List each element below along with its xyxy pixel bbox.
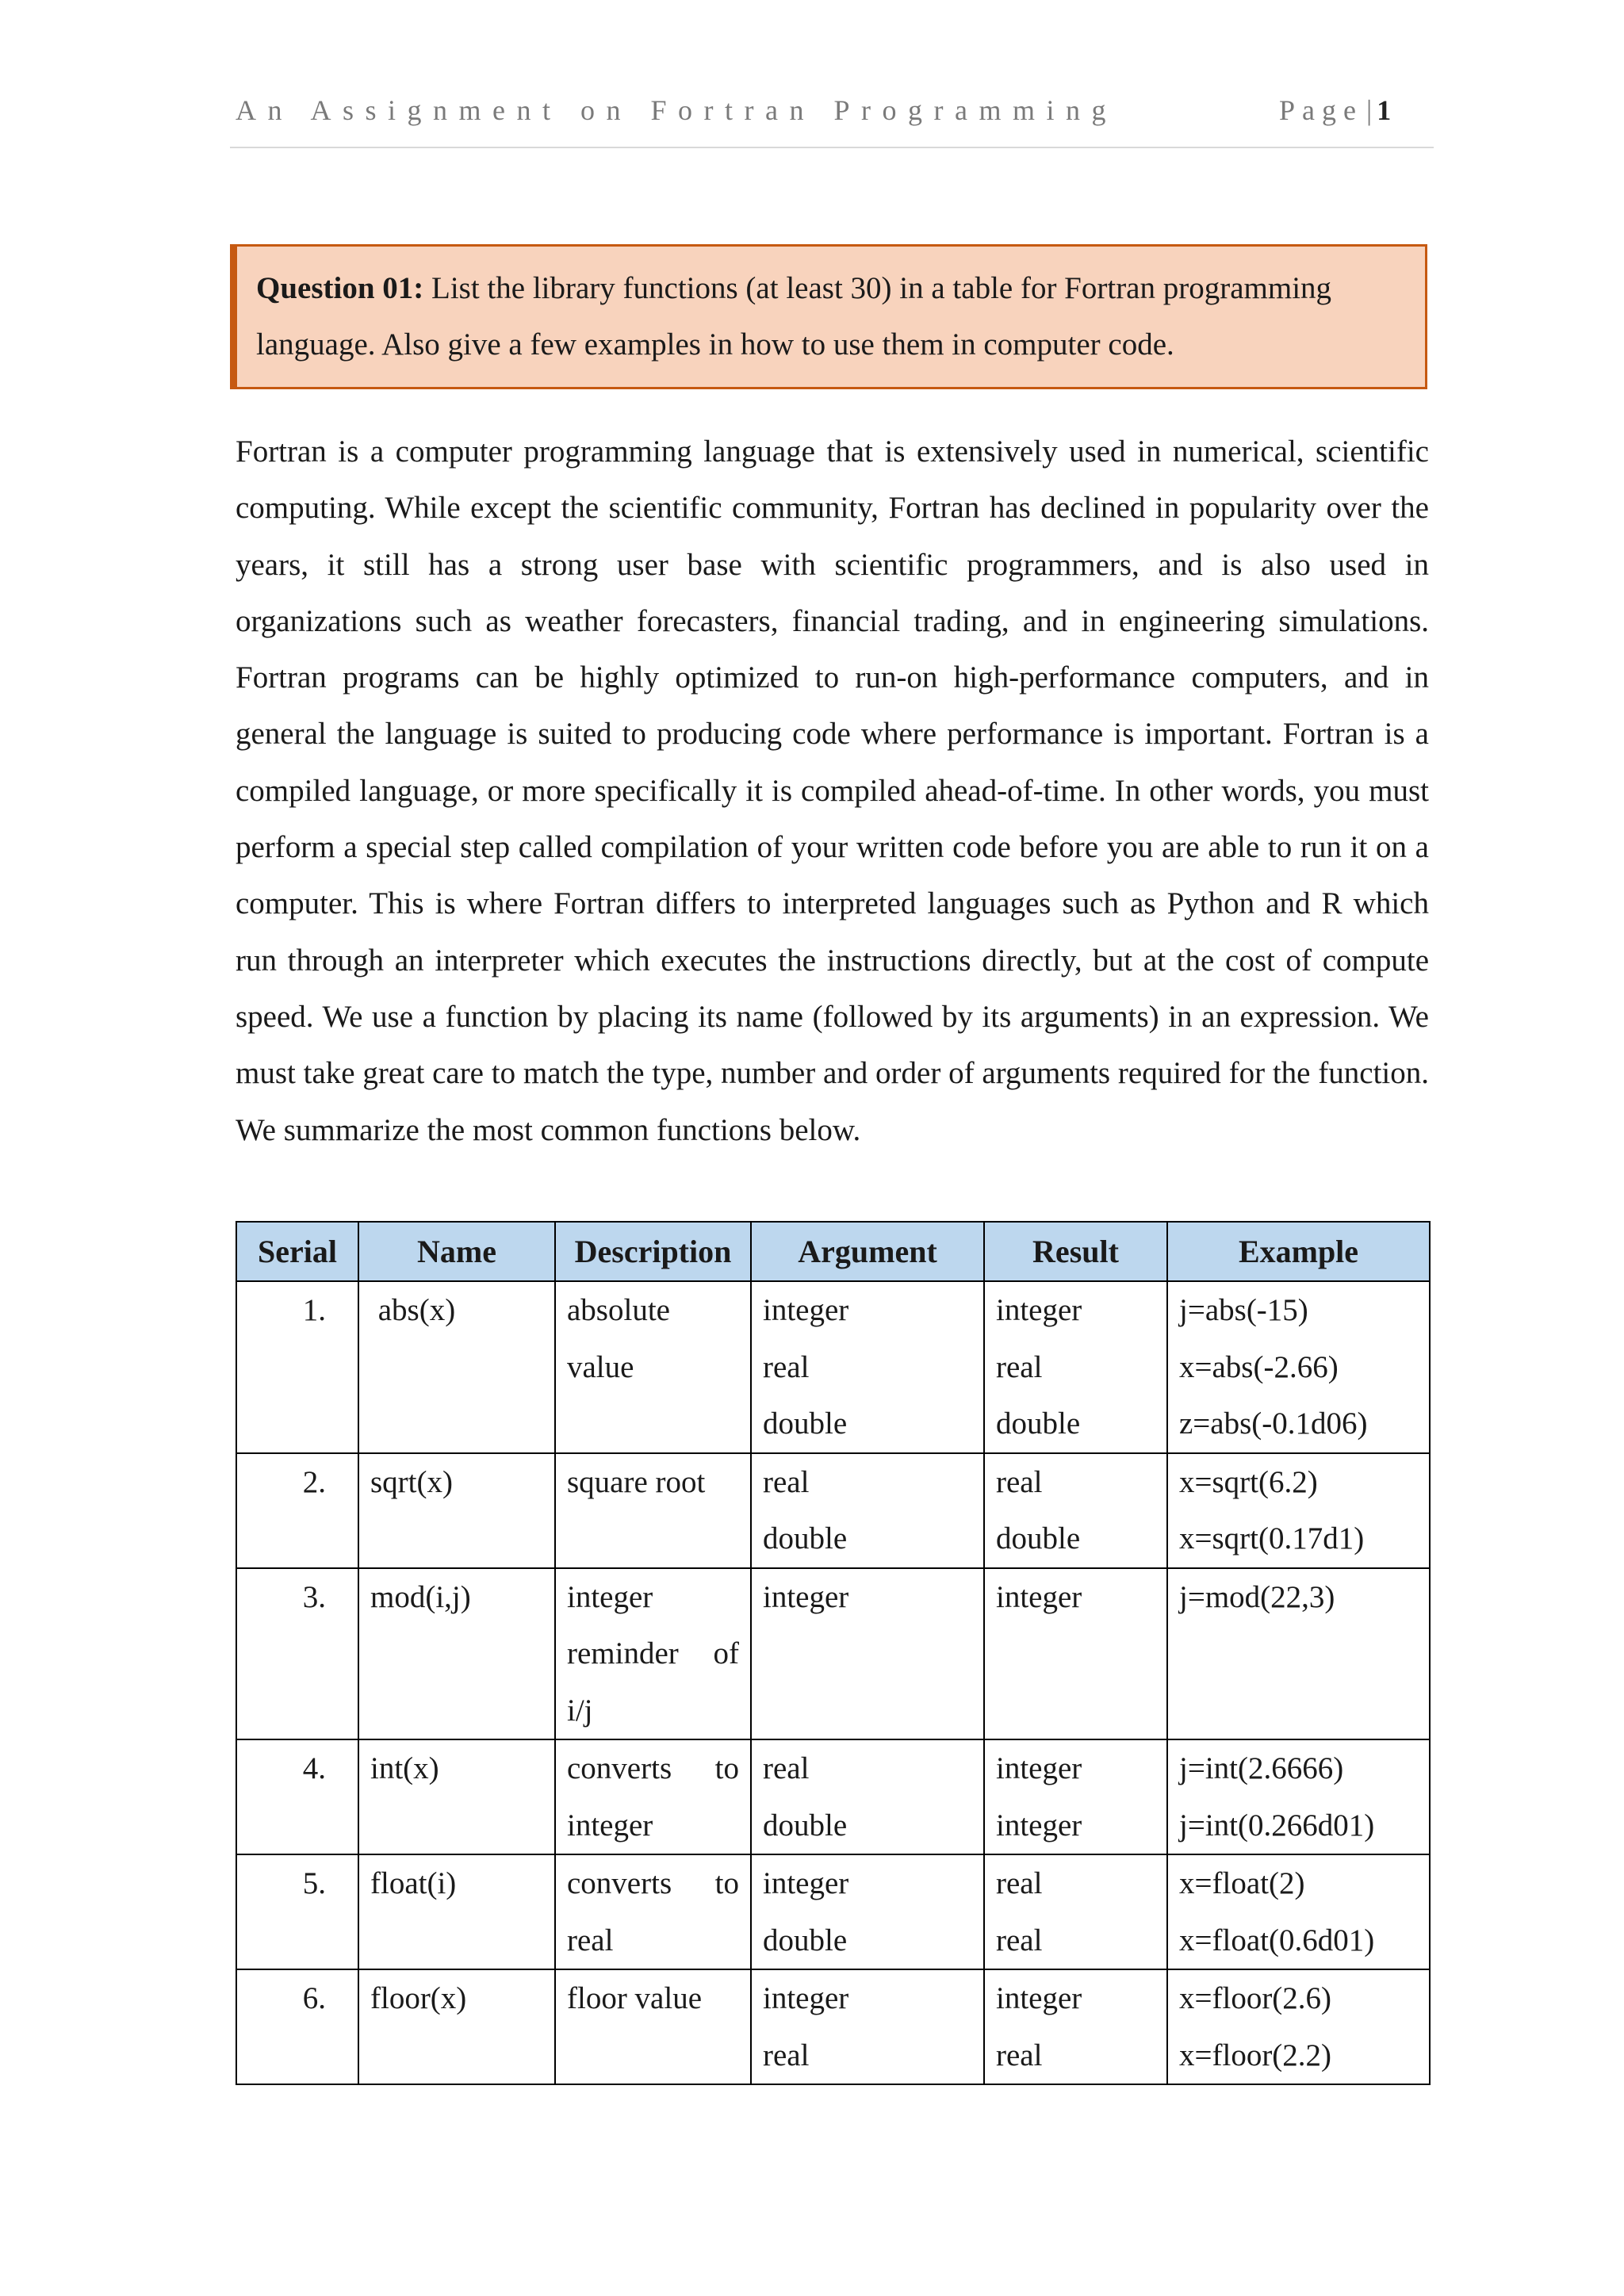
result-line: integer	[996, 1751, 1082, 1785]
example-line: x=sqrt(0.17d1)	[1179, 1521, 1365, 1556]
cell-description: converts to integer	[555, 1739, 751, 1854]
running-header-title: An Assignment on Fortran Programming	[236, 94, 1117, 126]
table-row	[236, 1568, 1430, 1740]
page-indicator	[1279, 94, 1391, 127]
cell-argument	[751, 1969, 984, 2084]
result-line: integer	[996, 1981, 1082, 2015]
result-line: integer	[996, 1808, 1082, 1843]
header-argument: Argument	[751, 1222, 984, 1281]
cell-name: floor(x)	[358, 1969, 555, 2084]
cell-name: int(x)	[358, 1739, 555, 1854]
argument-line: double	[763, 1406, 848, 1441]
header-divider	[230, 147, 1434, 148]
result-line: integer	[996, 1579, 1082, 1614]
cell-serial: 5.	[236, 1854, 358, 1969]
argument-line: integer	[763, 1293, 849, 1327]
table-body	[236, 1281, 1430, 2084]
cell-serial: 2.	[236, 1453, 358, 1568]
header-description: Description	[555, 1222, 751, 1281]
argument-line: integer	[763, 1579, 849, 1614]
result-line: real	[996, 1349, 1043, 1384]
result-line: real	[996, 1923, 1043, 1957]
cell-name: sqrt(x)	[358, 1453, 555, 1568]
table-row	[236, 1969, 1430, 2084]
cell-argument	[751, 1568, 984, 1740]
cell-description: integer reminder of i/j	[555, 1568, 751, 1740]
question-label: Question 01:	[256, 271, 424, 305]
example-line: x=floor(2.6)	[1179, 1981, 1332, 2015]
cell-result	[984, 1281, 1167, 1453]
example-line: x=float(0.6d01)	[1179, 1923, 1375, 1957]
cell-description: converts to real	[555, 1854, 751, 1969]
cell-serial: 4.	[236, 1739, 358, 1854]
example-line: j=mod(22,3)	[1179, 1579, 1335, 1614]
cell-argument	[751, 1854, 984, 1969]
result-line: real	[996, 2038, 1043, 2072]
intro-paragraph: Fortran is a computer programming language that is extensively used in numerical, scientific computing. While except the scientific community, Fortran has declined in popularity over the years, it still has a strong user base with scientific programmers, and is also used in organizations such as weather forecasters, financial trading, and in engineering simulations. Fortran programs can be highly optimized to run-on high-performance computers, and in general the language is suited to producing code where performance is important. Fortran is a compiled language, or more specifically it is compiled ahead-of-time. In other words, you must perform a special step called compilation of your written code before you are able to run it on a computer. This is where Fortran differs to interpreted languages such as Python and R which run through an interpreter which executes the instructions directly, but at the cost of compute speed. We use a function by placing its name (followed by its arguments) in an expression. We must take great care to match the type, number and order of arguments required for the function. We summarize the most common functions below.	[236, 434, 1429, 1147]
cell-argument	[751, 1453, 984, 1568]
cell-example	[1167, 1453, 1430, 1568]
argument-line: real	[763, 1751, 810, 1785]
cell-serial: 3.	[236, 1568, 358, 1740]
table-row	[236, 1281, 1430, 1453]
cell-argument	[751, 1739, 984, 1854]
table-row	[236, 1453, 1430, 1568]
argument-line: integer	[763, 1981, 849, 2015]
argument-line: integer	[763, 1866, 849, 1900]
cell-description: floor value	[555, 1969, 751, 2084]
header-serial: Serial	[236, 1222, 358, 1281]
example-line: j=int(0.266d01)	[1179, 1808, 1375, 1843]
question-box	[230, 244, 1427, 389]
cell-description: absolute value	[555, 1281, 751, 1453]
result-line: real	[996, 1866, 1043, 1900]
cell-result	[984, 1568, 1167, 1740]
argument-line: real	[763, 2038, 810, 2072]
cell-name: mod(i,j)	[358, 1568, 555, 1740]
header-name: Name	[358, 1222, 555, 1281]
header-example: Example	[1167, 1222, 1430, 1281]
example-line: j=abs(-15)	[1179, 1293, 1308, 1327]
cell-name: abs(x)	[358, 1281, 555, 1453]
cell-example	[1167, 1969, 1430, 2084]
page-label: Page	[1279, 94, 1363, 126]
question-text: List the library functions (at least 30) in a table for Fortran programming language. Also give a few examples in how to use them in computer code.	[256, 271, 1332, 362]
cell-description: square root	[555, 1453, 751, 1568]
result-line: real	[996, 1464, 1043, 1499]
cell-name: float(i)	[358, 1854, 555, 1969]
result-line: double	[996, 1406, 1081, 1441]
result-line: double	[996, 1521, 1081, 1556]
cell-result	[984, 1453, 1167, 1568]
example-line: x=abs(-2.66)	[1179, 1349, 1339, 1384]
example-line: x=float(2)	[1179, 1866, 1305, 1900]
cell-example	[1167, 1739, 1430, 1854]
cell-example	[1167, 1854, 1430, 1969]
cell-example	[1167, 1568, 1430, 1740]
result-line: integer	[996, 1293, 1082, 1327]
functions-table	[236, 1221, 1431, 2085]
example-line: j=int(2.6666)	[1179, 1751, 1344, 1785]
cell-result	[984, 1854, 1167, 1969]
example-line: x=floor(2.2)	[1179, 2038, 1332, 2072]
argument-line: double	[763, 1808, 848, 1843]
cell-serial: 1.	[236, 1281, 358, 1453]
cell-result	[984, 1739, 1167, 1854]
header-result: Result	[984, 1222, 1167, 1281]
page-number: 1	[1377, 94, 1392, 126]
argument-line: double	[763, 1923, 848, 1957]
table-header-row	[236, 1222, 1430, 1281]
cell-result	[984, 1969, 1167, 2084]
cell-serial: 6.	[236, 1969, 358, 2084]
cell-argument	[751, 1281, 984, 1453]
page-separator: |	[1365, 94, 1373, 126]
cell-example	[1167, 1281, 1430, 1453]
example-line: z=abs(-0.1d06)	[1179, 1406, 1368, 1441]
argument-line: double	[763, 1521, 848, 1556]
example-line: x=sqrt(6.2)	[1179, 1464, 1318, 1499]
argument-line: real	[763, 1464, 810, 1499]
table-row	[236, 1739, 1430, 1854]
table-row	[236, 1854, 1430, 1969]
argument-line: real	[763, 1349, 810, 1384]
